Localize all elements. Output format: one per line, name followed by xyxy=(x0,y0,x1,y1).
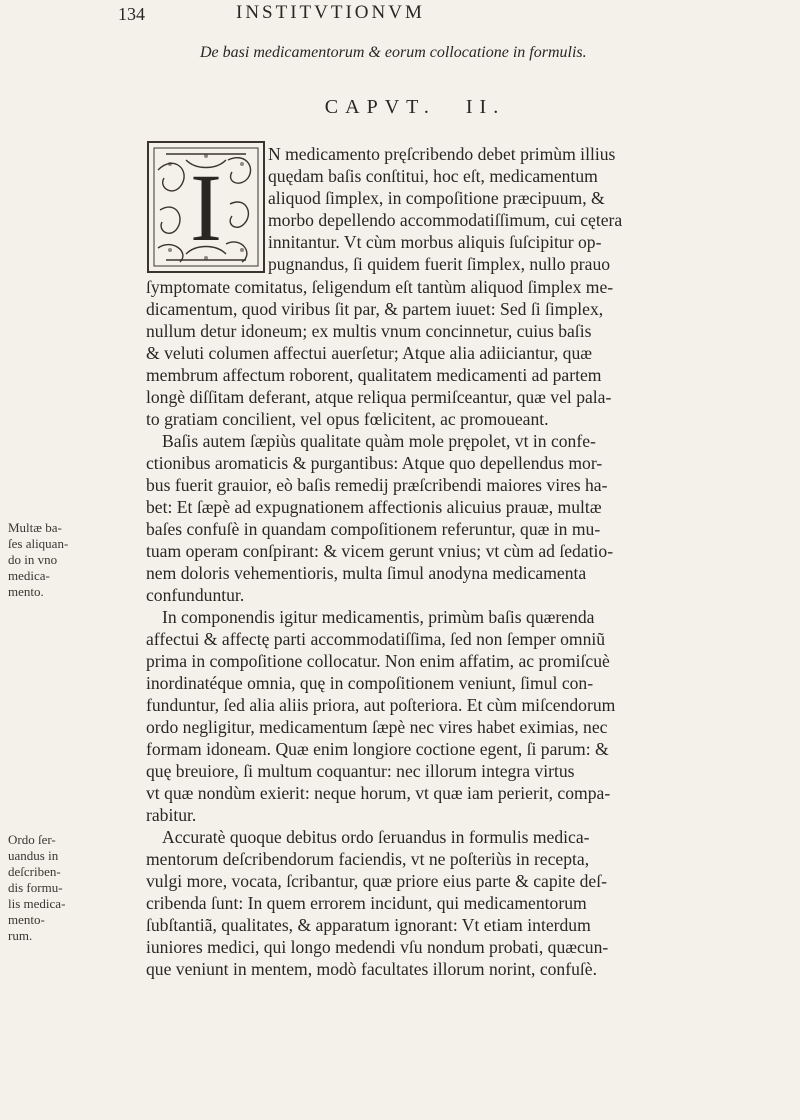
margin-note xyxy=(8,520,78,600)
body-line: confunduntur. xyxy=(146,585,245,605)
body-line: affectui & affectę parti accommodatiſſima, ſed non ſemper omniũ xyxy=(146,629,606,649)
body-line: pugnandus, ſi quidem fuerit ſimplex, nullo prauo xyxy=(268,254,611,274)
body-line: morbo depellendo accommodatiſſimum, cui cętera xyxy=(268,210,623,230)
body-line: In componendis igitur medicamentis, primùm baſis quærenda xyxy=(162,607,595,627)
body-line: nem doloris vehementioris, multa ſimul anodyna medicamenta xyxy=(146,563,587,583)
body-line: quę breuiore, ſi multum coquantur: nec illorum integra virtus xyxy=(146,761,575,781)
body-line: bet: Et ſæpè ad expugnationem affectionis alicuius prauæ, multæ xyxy=(146,497,602,517)
body-line: tuam operam conſpirant: & vicem gerunt vnius; vt cùm ad ſedatio- xyxy=(146,541,614,561)
chapter-label: CAPVT. xyxy=(324,96,436,118)
page-number: 134 xyxy=(118,4,145,24)
body-line: ctionibus aromaticis & purgantibus: Atque quo depellendus mor- xyxy=(146,453,603,473)
body-line: rabitur. xyxy=(146,805,197,825)
margin-note-line: dis formu- xyxy=(8,880,63,895)
body-line: aliquod ſimplex, in compoſitione præcipuum, & xyxy=(268,188,605,208)
body-line: bus fuerit grauior, eò baſis remedij præſcribendi maiores vires ha- xyxy=(146,475,608,495)
margin-note-line: Multæ ba- xyxy=(8,520,62,535)
body-line: innitantur. Vt cùm morbus aliquis ſuſcipitur op- xyxy=(268,232,602,252)
body-line: dicamentum, quod viribus ſit par, & partem iuuet: Sed ſi ſimplex, xyxy=(146,299,604,319)
body-line: Baſis autem ſæpiùs qualitate quàm mole prępolet, vt in confe- xyxy=(162,431,596,451)
margin-note-line: do in vno xyxy=(8,552,58,567)
body-line: membrum affectum roborent, qualitatem medicamenti ad partem xyxy=(146,365,602,385)
body-line: formam idoneam. Quæ enim longiore coctione egent, ſi parum: & xyxy=(146,739,609,759)
body-line: to gratiam concilient, vel opus fœlicitent, ac promoueant. xyxy=(146,409,549,429)
body-line: ſubſtantiã, qualitates, & apparatum ignorant: Vt etiam interdum xyxy=(146,915,591,935)
body-line: quędam baſis conſtitui, hoc eſt, medicamentum xyxy=(268,166,598,186)
body-line: vulgi more, vocata, ſcribantur, quæ priore eius parte & capite deſ- xyxy=(146,871,607,891)
margin-note-line: mento. xyxy=(8,584,44,599)
body-line: cribenda ſunt: In quem errorem incidunt, qui medicamentorum xyxy=(146,893,587,913)
body-line: iuniores medici, qui longo medendi vſu nondum probati, quæcun- xyxy=(146,937,609,957)
body-line: vt quæ nondùm exierit: neque horum, vt quæ iam perierit, compa- xyxy=(146,783,611,803)
body-line: que veniunt in mentem, modò facultates illorum norint, confuſè. xyxy=(146,959,597,979)
section-subtitle: De basi medicamentorum & eorum collocatione in formulis. xyxy=(200,44,587,61)
body-line: funduntur, ſed alia aliis priora, aut poſteriora. Et cùm miſcendorum xyxy=(146,695,616,715)
margin-note-line: rum. xyxy=(8,928,33,943)
body-line: nullum detur idoneum; ex multis vnum concinnetur, cuius baſis xyxy=(146,321,592,341)
chapter-number: II. xyxy=(465,96,506,118)
running-title: INSTITVTIONVM xyxy=(236,2,425,23)
body-line: prima in compoſitione collocatur. Non enim affatim, ac promiſcuè xyxy=(146,651,610,671)
margin-note-line: lis medica- xyxy=(8,896,66,911)
initial-letter: I xyxy=(190,154,222,261)
margin-note-line: mento- xyxy=(8,912,45,927)
body-line: Accuratè quoque debitus ordo ſeruandus in formulis medica- xyxy=(162,827,590,847)
body-line: & veluti columen affectui auerſetur; Atque alia adiiciantur, quæ xyxy=(146,343,592,363)
body-line: baſes confuſè in quandam compoſitionem referuntur, quæ in mu- xyxy=(146,519,601,539)
margin-note-line: Ordo ſer- xyxy=(8,832,56,847)
margin-note-line: deſcriben- xyxy=(8,864,61,879)
margin-note xyxy=(8,832,78,944)
body-line: ordo negligitur, medicamentum ſæpè nec vires habet eximias, nec xyxy=(146,717,608,737)
body-line: N medicamento pręſcribendo debet primùm illius xyxy=(268,144,616,164)
margin-note-line: medica- xyxy=(8,568,50,583)
body-line: ſymptomate comitatus, ſeligendum eſt tantùm aliquod ſimplex me- xyxy=(146,277,614,297)
margin-note-line: uandus in xyxy=(8,848,59,863)
body-line: inordinatéque omnia, quę in compoſitionem veniunt, ſimul con- xyxy=(146,673,594,693)
body-line: longè diſſitam deferant, atque reliqua permiſceantur, quæ vel pala- xyxy=(146,387,612,407)
margin-note-line: ſes aliquan- xyxy=(8,536,69,551)
body-line: mentorum deſcribendorum faciendis, vt ne poſteriùs in recepta, xyxy=(146,849,590,869)
